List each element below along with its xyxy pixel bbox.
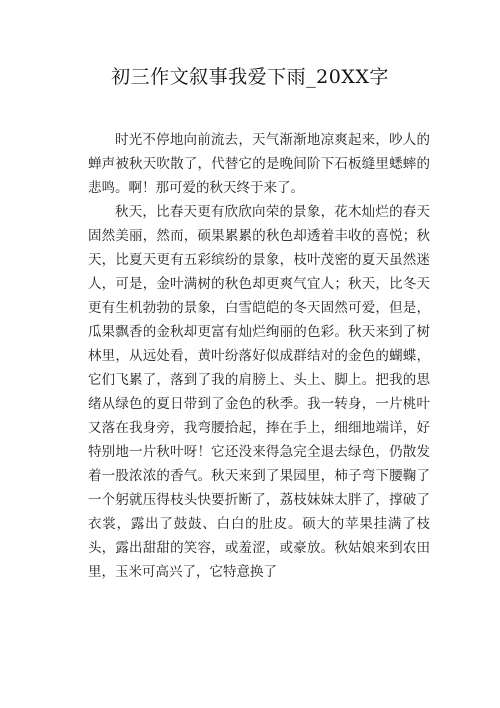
document-title: 初三作文叙事我爱下雨_20XX字 (111, 66, 389, 88)
paragraph-1: 时光不停地向前流去，天气渐渐地凉爽起来，吵人的蝉声被秋天吹散了，代替它的是晚间阶下石板缝里蟋蟀的悲鸣。啊！那可爱的秋天终于来了。 (88, 132, 430, 196)
paragraph-2: 秋天，比春天更有欣欣向荣的景象，花木灿烂的春天固然美丽，然而，硕果累累的秋色却透着丰收的喜悦；秋天，比夏天更有五彩缤纷的景象，枝叶茂密的夏天虽然迷人，可是，金叶满树的秋色却更爽气宜人；秋天，比冬天更有生机勃勃的景象，白雪皑皑的冬天固然可爱，但是，瓜果飘香的金秋却更富有灿烂绚丽的色彩。秋天来到了树林里，从远处看，黄叶纷落好似成群结对的金色的蝴蝶，它们飞累了，落到了我的肩膀上、头上、脚上。把我的思绪从绿色的夏日带到了金色的秋季。我一转身，一片桃叶又落在我身旁，我弯腰拾起，捧在手上，细细地端详，好特别地一片秋叶呀！它还没来得急完全退去绿色，仍散发着一股浓浓的香气。秋天来到了果园里，柿子弯下腰鞠了一个躬就压得枝头快要折断了，荔枝妹妹太胖了，撑破了衣裳，露出了鼓鼓、白白的肚皮。硕大的苹果挂满了枝头，露出甜甜的笑容，或羞涩，或豪放。秋姑娘来到农田里，玉米可高兴了，它特意换了 (88, 204, 430, 580)
document-body (88, 128, 430, 584)
